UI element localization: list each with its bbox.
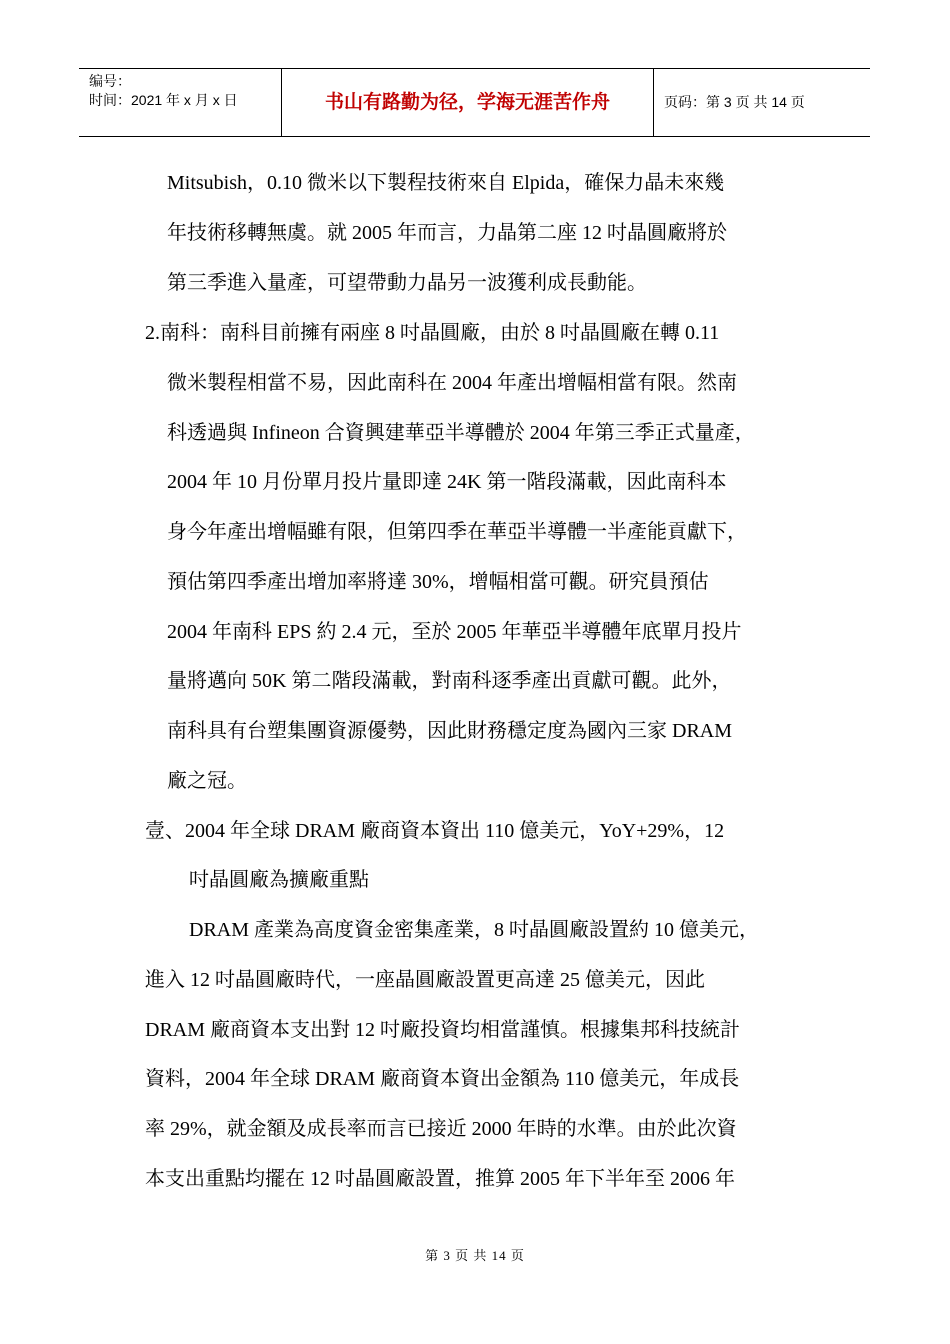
header-meta: [79, 69, 282, 136]
text-line: 本支出重點均擺在 12 吋晶圓廠設置，推算 2005 年下半年至 2006 年: [145, 1168, 735, 1190]
text-line: 年技術移轉無虞。就 2005 年而言，力晶第二座 12 吋晶圓廠將於: [167, 222, 727, 244]
text-line: 進入 12 吋晶圓廠時代，一座晶圓廠設置更高達 25 億美元，因此: [145, 969, 705, 991]
text-line: 身今年產出增幅雖有限，但第四季在華亞半導體一半產能貢獻下，: [167, 521, 747, 543]
text-line: 南科具有台塑集團資源優勢，因此財務穩定度為國內三家 DRAM: [167, 720, 733, 742]
page-footer: 第 3 页 共 14 页: [425, 1248, 525, 1263]
paragraph-first-line: DRAM 產業為高度資金密集產業，8 吋晶圓廠設置約 10 億美元，: [189, 919, 760, 941]
text-line: 預估第四季產出增加率將達 30%，增幅相當可觀。研究員預估: [167, 571, 709, 593]
text-line: 資料，2004 年全球 DRAM 廠商資本資出金額為 110 億美元，年成長: [145, 1068, 740, 1090]
text-line: Mitsubish，0.10 微米以下製程技術來自 Elpida，確保力晶未來幾: [167, 172, 725, 194]
text-line: 科透過與 Infineon 合資興建華亞半導體於 2004 年第三季正式量產，: [167, 422, 755, 444]
text-line: DRAM 廠商資本支出對 12 吋廠投資均相當謹慎。根據集邦科技統計: [145, 1019, 741, 1041]
text-line: 率 29%，就金額及成長率而言已接近 2000 年時的水準。由於此次資: [145, 1118, 737, 1140]
page-header: [79, 68, 870, 137]
text-line: 廠之冠。: [167, 770, 247, 792]
header-page-info: 页码：第 3 页 共 14 页: [664, 94, 805, 110]
text-line: 2004 年 10 月份單月投片量即達 24K 第一階段滿載，因此南科本: [167, 471, 727, 493]
section-heading-continued: 吋晶圓廠為擴廠重點: [189, 869, 369, 891]
text-line: 第三季進入量產，可望帶動力晶另一波獲利成長動能。: [167, 272, 647, 294]
text-line: 微米製程相當不易，因此南科在 2004 年產出增幅相當有限。然南: [167, 372, 737, 394]
text-line: 2004 年南科 EPS 約 2.4 元，至於 2005 年華亞半導體年底單月投片: [167, 621, 742, 643]
list-item-heading: 2.南科：南科目前擁有兩座 8 吋晶圓廠，由於 8 吋晶圓廠在轉 0.11: [145, 322, 720, 344]
header-motto: 书山有路勤为径，学海无涯苦作舟: [282, 69, 654, 136]
section-heading: 壹、2004 年全球 DRAM 廠商資本資出 110 億美元，YoY+29%，12: [145, 820, 725, 842]
document-number-label: 编号：: [89, 73, 131, 89]
document-date: 时间：2021 年 x 月 x 日: [89, 92, 238, 108]
text-line: 量將邁向 50K 第二階段滿載，對南科逐季產出貢獻可觀。此外，: [167, 670, 732, 692]
